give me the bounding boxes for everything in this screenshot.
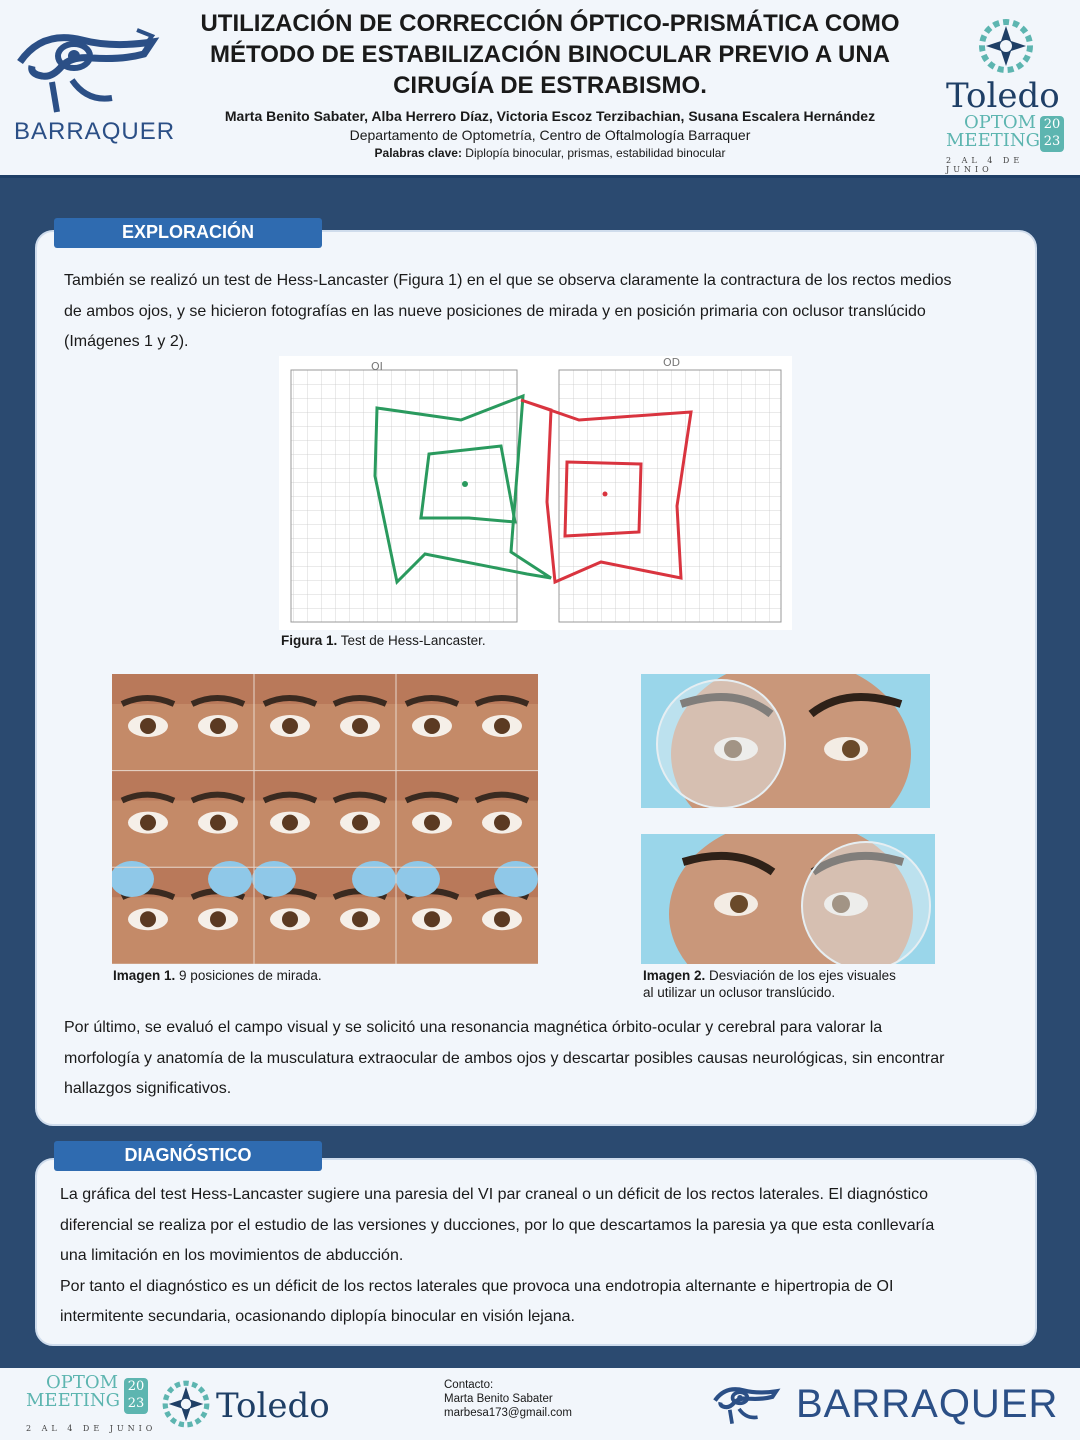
caption-text: al utilizar un oclusor translúcido. <box>643 985 836 1000</box>
contact-name: Marta Benito Sabater <box>444 1393 553 1405</box>
affiliation: Departamento de Optometría, Centro de Oftalmología Barraquer <box>349 127 751 143</box>
right-eye-grid <box>559 370 781 622</box>
exploracion-heading: EXPLORACIÓN <box>54 218 322 248</box>
exploracion-paragraph-1 <box>64 266 1014 358</box>
caption-bold: Figura 1. <box>281 633 338 648</box>
year-badge <box>1040 116 1064 152</box>
text-line: de ambos ojos, y se hicieron fotografías en las nueve posiciones de mirada y en posición primaria con oclusor translúcido <box>64 302 926 320</box>
hess-lancaster-chart <box>279 356 792 630</box>
authors: Marta Benito Sabater, Alba Herrero Díaz, Victoria Escoz Terzibachian, Susana Escalera Hernández <box>224 108 876 124</box>
occluder-photo-1 <box>641 674 930 808</box>
footer-optom-label: OPTOM <box>46 1372 119 1393</box>
text-line: intermitente secundaria, ocasionando diplopía binocular en visión lejana. <box>60 1308 575 1325</box>
text-line: (Imágenes 1 y 2). <box>64 333 189 350</box>
title-line: MÉTODO DE ESTABILIZACIÓN BINOCULAR PREVIO A UNA <box>209 41 890 68</box>
optom-label: OPTOM <box>964 112 1037 133</box>
right-eye-fixation-point <box>603 492 608 497</box>
image-2-caption <box>643 967 943 1001</box>
meeting-label: MEETING <box>946 130 1040 151</box>
text-line: Por tanto el diagnóstico es un déficit de los rectos laterales que provoca una endotropia alternante e hipertropia de OI <box>60 1277 894 1295</box>
text-line: una limitación en los movimientos de abducción. <box>60 1247 404 1264</box>
star-emblem-icon <box>976 16 1036 76</box>
toledo-optom-logo <box>940 12 1070 172</box>
footer-toledo-wordmark: Toledo <box>216 1386 330 1426</box>
text-line: Por último, se evaluó el campo visual y se solicitó una resonancia magnética órbito-ocular y cerebral para valorar la <box>64 1019 883 1036</box>
keywords <box>180 146 920 160</box>
left-eye-grid <box>291 370 517 622</box>
diagnostico-text <box>60 1180 1020 1333</box>
occluder-photo-1-graphic <box>641 674 930 808</box>
footer-barraquer-eye-icon <box>708 1382 784 1426</box>
caption-text: Desviación de los ejes visuales <box>709 968 896 983</box>
text-line: También se realizó un test de Hess-Lancaster (Figura 1) en el que se observa claramente la contractura de los rectos medios <box>64 272 952 289</box>
nine-gaze-positions-image <box>112 674 538 964</box>
footer-meeting-dates: 2 AL 4 DE JUNIO <box>26 1424 157 1433</box>
text-line: La gráfica del test Hess-Lancaster sugiere una paresia del VI par craneal o un déficit de los rectos laterales. El diagnóstico <box>60 1186 929 1203</box>
barraquer-wordmark: BARRAQUER <box>14 118 176 145</box>
year-top: 20 <box>1043 117 1061 132</box>
title-line: UTILIZACIÓN DE CORRECCIÓN ÓPTICO-PRISMÁTICA COMO <box>200 10 900 37</box>
caption-text: 9 posiciones de mirada. <box>179 968 322 983</box>
caption-text: Test de Hess-Lancaster. <box>340 633 486 648</box>
text-line: diferencial se realiza por el estudio de las versiones y ducciones, por lo que descartamos la paresia ya que esta conllevaría <box>60 1216 935 1234</box>
footer-year-badge <box>124 1378 148 1414</box>
footer-meeting-label: MEETING <box>26 1390 120 1411</box>
footer-star-emblem-icon <box>160 1378 212 1430</box>
barraquer-eye-icon <box>12 22 162 117</box>
caption-bold: Imagen 1. <box>113 968 176 983</box>
occluder-photo-2 <box>641 834 935 964</box>
text-line: hallazgos significativos. <box>64 1080 232 1097</box>
left-eye-label: OI <box>371 360 383 373</box>
keywords-label: Palabras clave: <box>374 146 462 160</box>
caption-bold: Imagen 2. <box>643 968 706 983</box>
text-line: morfología y anatomía de la musculatura extraocular de ambos ojos y descartar posibles causas neurológicas, sin encontrar <box>64 1049 945 1067</box>
year-bottom: 23 <box>127 1396 145 1411</box>
title-line: CIRUGÍA DE ESTRABISMO. <box>393 72 707 99</box>
diagnostico-heading: DIAGNÓSTICO <box>54 1141 322 1171</box>
poster-header <box>0 0 1080 178</box>
exploracion-paragraph-2 <box>64 1013 1014 1105</box>
poster-title <box>180 8 920 101</box>
right-eye-label: OD <box>663 356 681 369</box>
occluder-photo-2-graphic <box>641 834 935 964</box>
year-bottom: 23 <box>1043 134 1061 149</box>
contact-block <box>444 1378 572 1420</box>
left-eye-fixation-point <box>462 481 468 487</box>
hess-lancaster-figure <box>279 356 792 630</box>
gaze-photo-grid <box>112 674 538 964</box>
year-top: 20 <box>127 1379 145 1394</box>
figure-1-caption <box>281 632 486 649</box>
contact-label: Contacto: <box>444 1379 494 1391</box>
contact-email[interactable]: marbesa173@gmail.com <box>444 1407 573 1419</box>
toledo-wordmark: Toledo <box>946 76 1060 116</box>
footer-barraquer-wordmark: BARRAQUER <box>796 1382 1059 1426</box>
keywords-text: Diplopía binocular, prismas, estabilidad binocular <box>465 146 726 160</box>
image-1-caption <box>113 967 322 984</box>
barraquer-logo <box>12 22 176 152</box>
meeting-dates: 2 AL 4 DE JUNIO <box>946 156 1024 174</box>
